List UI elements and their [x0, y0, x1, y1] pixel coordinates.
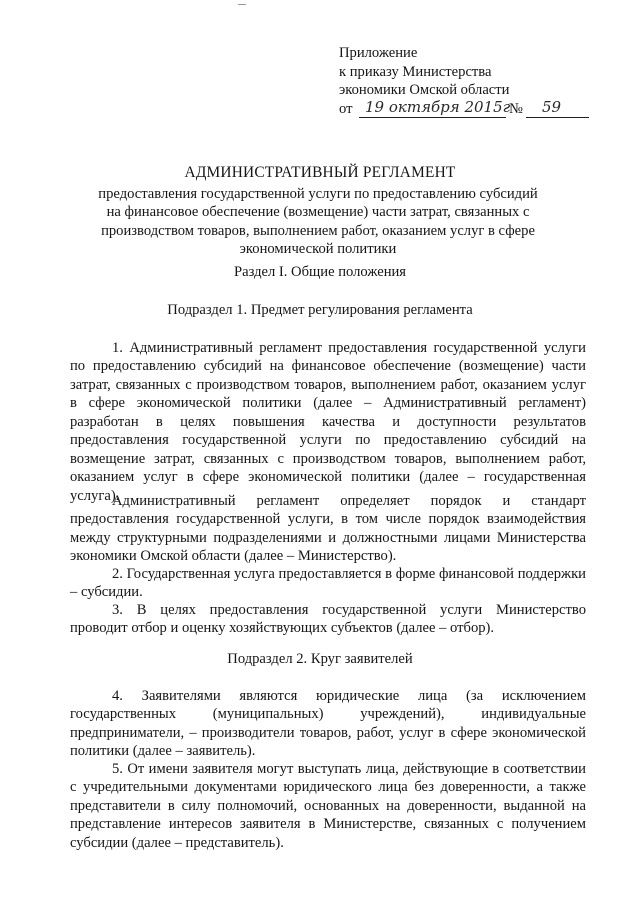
handwritten-date: 19 октября 2015г — [365, 97, 511, 116]
section-heading: Раздел I. Общие положения — [233, 264, 407, 280]
paragraph-text: Административный регламент определяет порядок и стандарт предоставления государственной услуги, в том числе порядок взаимодействия между структурными подразделениями и должностными лицами Министерства экономики Омской области (далее – Министерство). — [70, 493, 586, 565]
number-sign: № — [509, 100, 523, 117]
date-underline — [359, 117, 506, 118]
document-subtitle: предоставления государственной услуги по предоставлению субсидий на финансовое обеспечение (возмещение) части затрат, связанных с производством товаров, выполнением работ, оказанием услуг в сфере экономической политики — [98, 186, 538, 258]
paragraph-text: 3. В целях предоставления государственной услуги Министерство проводит отбор и оценку хозяйствующих субъектов (далее – отбор). — [70, 602, 586, 637]
appendix-line-2: к приказу Министерства — [339, 63, 492, 80]
paragraph-text: 4. Заявителями являются юридические лица (за исключением государственных (муниципальных) учреждений), индивидуальные предприниматели, – производители товаров, работ, услуг в сфере экономической политики (далее – заявитель). — [70, 688, 586, 760]
appendix-date-line — [339, 97, 562, 119]
appendix-line-3: экономики Омской области — [339, 82, 510, 99]
paragraph — [70, 339, 586, 505]
handwritten-number: 59 — [542, 97, 562, 116]
paragraph — [70, 687, 586, 761]
appendix-block — [339, 44, 562, 119]
subsection-2-heading: Подраздел 2. Круг заявителей — [227, 651, 413, 667]
paragraph-text: 5. От имени заявителя могут выступать лица, действующие в соответствии с учредительными документами юридического лица без доверенности, а также представители в силу полномочий, основанных на доверенности, выданной на представление интересов заявителя в Министерстве, связанных с получением субсидии (далее – представитель). — [70, 761, 586, 851]
paragraph — [70, 601, 586, 638]
paragraph-text: 2. Государственная услуга предоставляется в форме финансовой поддержки – субсидии. — [70, 566, 586, 601]
paragraph — [70, 492, 586, 566]
date-prefix: от — [339, 100, 353, 117]
paragraph-text: 1. Административный регламент предоставления государственной услуги по предоставлению субсидий на финансовое обеспечение (возмещение) части затрат, связанных с производством товаров, выполнением работ, оказанием услуг в сфере экономической политики (далее – Административный регламент) разработан в целях повышения качества и доступности результатов предоставления государственной услуги по предоставлению субсидий на возмещение затрат, связанных с производством товаров, выполнением работ, оказанием услуг в сфере экономической политики (далее – государственная услуга). — [70, 340, 586, 504]
number-underline — [526, 117, 589, 118]
appendix-line-1: Приложение — [339, 45, 418, 61]
scan-mark — [238, 4, 246, 5]
paragraph — [70, 760, 586, 852]
document-title: АДМИНИСТРАТИВНЫЙ РЕГЛАМЕНТ — [184, 164, 456, 181]
paragraph — [70, 565, 586, 602]
subsection-1-heading: Подраздел 1. Предмет регулирования регламента — [167, 302, 473, 318]
